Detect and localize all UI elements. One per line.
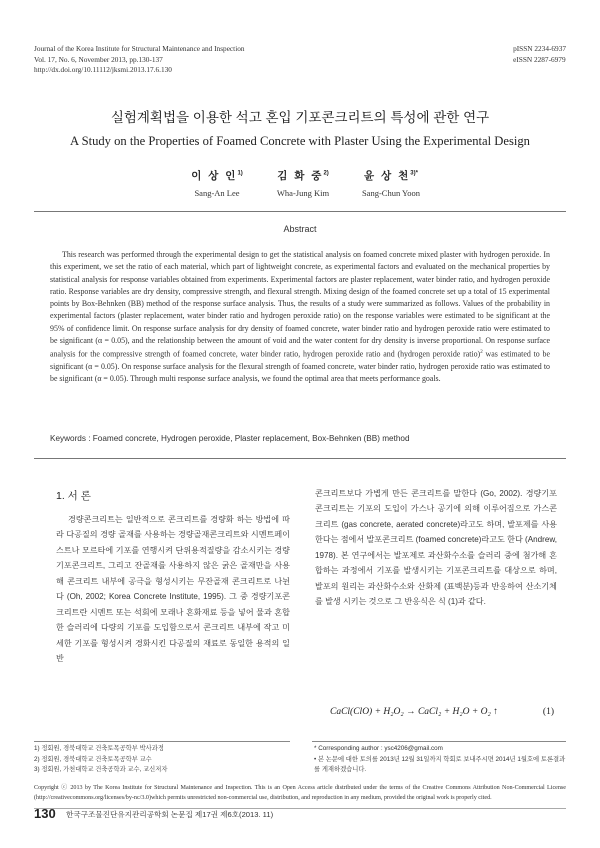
copyright-notice: Copyright ⓒ 2013 by The Korea Institute for Structural Maintenance and Inspection. This is an Open Access article distributed under the terms of the Creative Commons Attribution Non-Commercial License (http://creativecommons.org/licenses/by-nc/3.0)which permits unrestricted non-commercial use, distribution, and reproduction in any medium, provided the original work is properly cited. xyxy=(34,785,566,802)
footnotes-correspondence xyxy=(314,744,566,776)
author-3-name-ko: 윤 상 천 xyxy=(364,170,411,182)
equation-number: (1) xyxy=(542,707,554,717)
journal-name: Journal of the Korea Institute for Structural Maintenance and Inspection xyxy=(34,44,245,53)
author-2-name-en: Wha-Jung Kim xyxy=(276,188,330,198)
footnote-3: 3) 정회원, 가천대학교 건축공학과 교수, 교신저자 xyxy=(34,766,168,773)
abstract-heading: Abstract xyxy=(283,224,317,234)
issn-block xyxy=(513,44,566,65)
discussion-note: • 본 논문에 대한 토의를 2013년 12월 31일까지 학회로 보내주시면 2014년 1월호에 토론결과를 게재하겠습니다. xyxy=(314,755,566,773)
page-number: 130 xyxy=(34,806,56,821)
equation-text: CaCl(ClO) + H₂O₂ → CaCl₂ + H₂O + O₂ ↑ xyxy=(330,707,498,717)
corresponding-author: * Corresponding author : ysc4206@gmail.com xyxy=(314,745,443,752)
footnotes-affiliations xyxy=(34,744,290,776)
abstract-text-part1: This research was performed through the experimental design to get the statistical analysis on foamed concrete mixed plaster with hydrogen peroxide. In this experiment, we set the ratio of each material, which part of lightweight concrete, as experimental factors and evaluated on the mechanical properties by statistical analysis for response variables obtained from experiments. Experimental factors are plaster replacement, water binder ratio, and hydrogen peroxide ratio. Response variables are dry density, compressive strength, and flexural strength. Mixing design of the foamed concrete set up a total of 15 experimental points by Box-Behnken (BB) method of the response surface analysis. Thus, the results of a study were summarized as follows. Values of the probability in experimental factors (plaster replacement, water binder ratio and hydrogen peroxide ratio) on the response variables were estimated to be significant at the 95% of confidence limit. On response surface analysis for dry density of foamed concrete, water binder ratio and hydrogen peroxide ratio were estimated to be significant (α = 0.05), and the relationship between the amount of void and the water content for dry density is inverse proportional. On response surface analysis for the compressive strength of foamed concrete, water binder ratio, hydrogen peroxide ratio and (hydrogen peroxide ratio) xyxy=(50,250,550,359)
author-3-affil: 3)* xyxy=(410,170,418,177)
journal-header xyxy=(34,44,245,76)
abstract-superscript: 2 xyxy=(480,350,483,355)
footnote-rule-left xyxy=(34,741,290,742)
body-column-left: 경량콘크리트는 일반적으로 콘크리트를 경량화 하는 방법에 따라 다공질의 경량 골재를 사용하는 경량골재콘크리트와 시멘트페이스트나 모르타에 기포를 연행시켜 단위용적질량을 감소시키는 경량기포콘크리트, 그리고 잔골재를 사용하지 않은 굵은 골재만을 사용해 콘크리트 내부에 공극을 형성시키는 무잔골재 콘크리트로 나뉜다 (Oh, 2002; Korea Concrete Institute, 1995). 그 중 경량기포콘크리트란 시멘트 또는 석회에 모래나 혼화재료 등을 넣어 물과 혼합한 슬러리에 다량의 기포를 도입함으로서 콘크리트 내부에 작고 미세한 기포를 형성시켜 경화시킨 다공질의 재료로 동일한 용적의 일반 xyxy=(56,515,290,664)
author-1-affil: 1) xyxy=(237,170,243,177)
pissn: pISSN 2234-6937 xyxy=(513,44,566,53)
author-3 xyxy=(326,168,456,198)
eissn: eISSN 2287-6979 xyxy=(513,54,566,64)
footnote-1: 1) 정회원, 경북대학교 건축토목공학부 박사과정 xyxy=(34,745,164,752)
body-column-right: 콘크리트보다 가볍게 만든 콘크리트를 말한다 (Go, 2002). 경량기포콘크리트는 기포의 도입이 가스나 공기에 의해 이루어짐으로 가스콘크리트 (gas concrete, aerated concrete)라고도 하며, 발포제를 사용한다는 점에서 발포콘크리트 (foamed concrete)라고도 한다 (Andrew, 1978). 본 연구에서는 발포제로 과산화수소를 슬러리 중에 첨가해 혼합하는 과정에서 기포를 발생시키는 기포콘크리트를 대상으로 하며, 발포의 원리는 과산화수소와 산화제 (표백분)등과 반응하여 산소기체를 발생 시키는 것으로 그 반응식은 식 (1)과 같다. xyxy=(315,489,557,607)
doi-link[interactable]: http://dx.doi.org/10.11112/jksmi.2013.17.6.130 xyxy=(34,65,172,74)
title-korean: 실험계획법을 이용한 석고 혼입 기포콘크리트의 특성에 관한 연구 xyxy=(110,110,490,125)
keywords: Keywords : Foamed concrete, Hydrogen peroxide, Plaster replacement, Box-Behnken (BB) method xyxy=(50,434,410,443)
divider-bottom xyxy=(34,458,566,459)
abstract-text xyxy=(50,249,550,385)
divider-top xyxy=(34,211,566,212)
title-english: A Study on the Properties of Foamed Concrete with Plaster Using the Experimental Design xyxy=(70,134,530,148)
author-1-name-en: Sang-An Lee xyxy=(194,188,240,198)
author-2-name-ko: 김 화 중 xyxy=(277,170,324,182)
section-heading: 1. 서 론 xyxy=(56,490,91,502)
journal-volume: Vol. 17, No. 6, November 2013, pp.130-137 xyxy=(34,54,163,64)
footnote-rule-right xyxy=(312,741,566,742)
author-2-affil: 2) xyxy=(323,170,329,177)
abstract-text-part2: was estimated to be significant (α = 0.05). On response surface analysis for the flexural strength of foamed concrete, water binder ratio, hydrogen peroxide ratio was estimated to be significant (α = 0.05). Through multi response surface analysis, we found the optimal area that meets performance goals. xyxy=(50,349,550,384)
author-1-name-ko: 이 상 인 xyxy=(191,170,238,182)
footer-journal: 한국구조물진단유지관리공학회 논문집 제17권 제6호(2013. 11) xyxy=(66,810,274,819)
author-3-name-en: Sang-Chun Yoon xyxy=(361,188,421,198)
equation-1 xyxy=(330,707,562,717)
footnote-2: 2) 정회원, 경북대학교 건축토목공학부 교수 xyxy=(34,755,152,763)
